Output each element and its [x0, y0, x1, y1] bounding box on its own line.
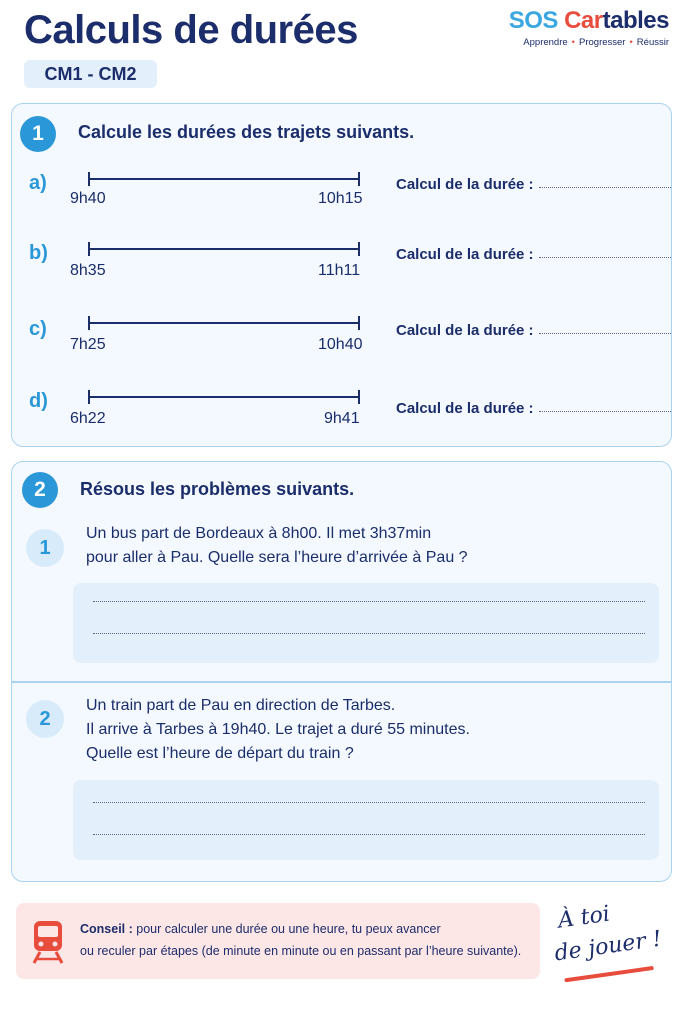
row-d-letter: d): [29, 390, 48, 412]
calc-label-b: Calcul de la durée :: [396, 246, 534, 263]
signoff-line-2: de jouer !: [552, 926, 664, 967]
tip-label: Conseil :: [80, 922, 133, 936]
problem-1-line-1: Un bus part de Bordeaux à 8h00. Il met 3h37min: [86, 525, 432, 542]
logo-part-car: Car: [564, 7, 603, 34]
problem-1-text: [86, 522, 468, 570]
answer-dots-c[interactable]: [539, 324, 671, 334]
logo-tag-2: Progresser: [579, 37, 626, 48]
logo: SOS Cartables Apprendre • Progresser • Réussir: [508, 7, 669, 48]
exercise-1-box: [11, 103, 672, 447]
logo-part-sos: SOS: [508, 7, 558, 34]
problem-2-line-2: Il arrive à Tarbes à 19h40. Le trajet a duré 55 minutes.: [86, 721, 470, 738]
signoff-line-1: À toi: [556, 901, 612, 934]
level-badge: CM1 - CM2: [24, 60, 157, 88]
timeline-b-end: 11h11: [318, 262, 361, 279]
timeline-b-start: 8h35: [70, 262, 106, 279]
problem-2-text: [86, 694, 470, 766]
row-a-letter: a): [29, 172, 47, 194]
timeline-c-start: 7h25: [70, 336, 106, 353]
exercise-1-number: 1: [20, 116, 56, 152]
timeline-b: [88, 242, 360, 256]
answer-dots-b[interactable]: [539, 248, 671, 258]
timeline-a: [88, 172, 360, 186]
problem-2-number: 2: [26, 700, 64, 738]
row-c-letter: c): [29, 318, 47, 340]
timeline-c: [88, 316, 360, 330]
timeline-a-start: 9h40: [70, 190, 106, 207]
calc-label-a: Calcul de la durée :: [396, 176, 534, 193]
timeline-d: [88, 390, 360, 404]
answer-dots-a[interactable]: [539, 178, 671, 188]
timeline-a-end: 10h15: [318, 190, 363, 207]
problem-1-line-2: pour aller à Pau. Quelle sera l’heure d’arrivée à Pau ?: [86, 549, 468, 566]
tip-line-2: ou reculer par étapes (de minute en minute ou en passant par l’heure suivante).: [80, 944, 522, 958]
page-title: Calculs de durées: [24, 8, 358, 52]
calc-label-c: Calcul de la durée :: [396, 322, 534, 339]
calc-label-d: Calcul de la durée :: [396, 400, 534, 417]
logo-tag-1: Apprendre: [523, 37, 568, 48]
train-icon: [30, 919, 66, 965]
tip-text: [80, 918, 521, 962]
timeline-d-start: 6h22: [70, 410, 106, 427]
row-b-letter: b): [29, 242, 48, 264]
timeline-c-end: 10h40: [318, 336, 363, 353]
problem-2-line-1: Un train part de Pau en direction de Tarbes.: [86, 697, 396, 714]
exercise-2-title: Résous les problèmes suivants.: [80, 479, 355, 499]
problem-divider: [12, 681, 671, 683]
logo-tag-3: Réussir: [636, 37, 669, 48]
problem-1-answer-area[interactable]: [73, 583, 659, 663]
problem-2-answer-area[interactable]: [73, 780, 659, 860]
tip-box: [16, 903, 540, 979]
exercise-1-title: Calcule les durées des trajets suivants.: [78, 122, 415, 142]
exercise-2-box: [11, 461, 672, 882]
problem-2-line-3: Quelle est l’heure de départ du train ?: [86, 745, 354, 762]
tip-line-1: pour calculer une durée ou une heure, tu peux avancer: [136, 922, 441, 936]
exercise-2-number: 2: [22, 472, 58, 508]
logo-part-tables: tables: [602, 7, 669, 34]
signoff: [542, 892, 673, 998]
answer-dots-d[interactable]: [539, 402, 671, 412]
timeline-d-end: 9h41: [324, 410, 360, 427]
signoff-underline: [564, 966, 654, 982]
problem-1-number: 1: [26, 529, 64, 567]
